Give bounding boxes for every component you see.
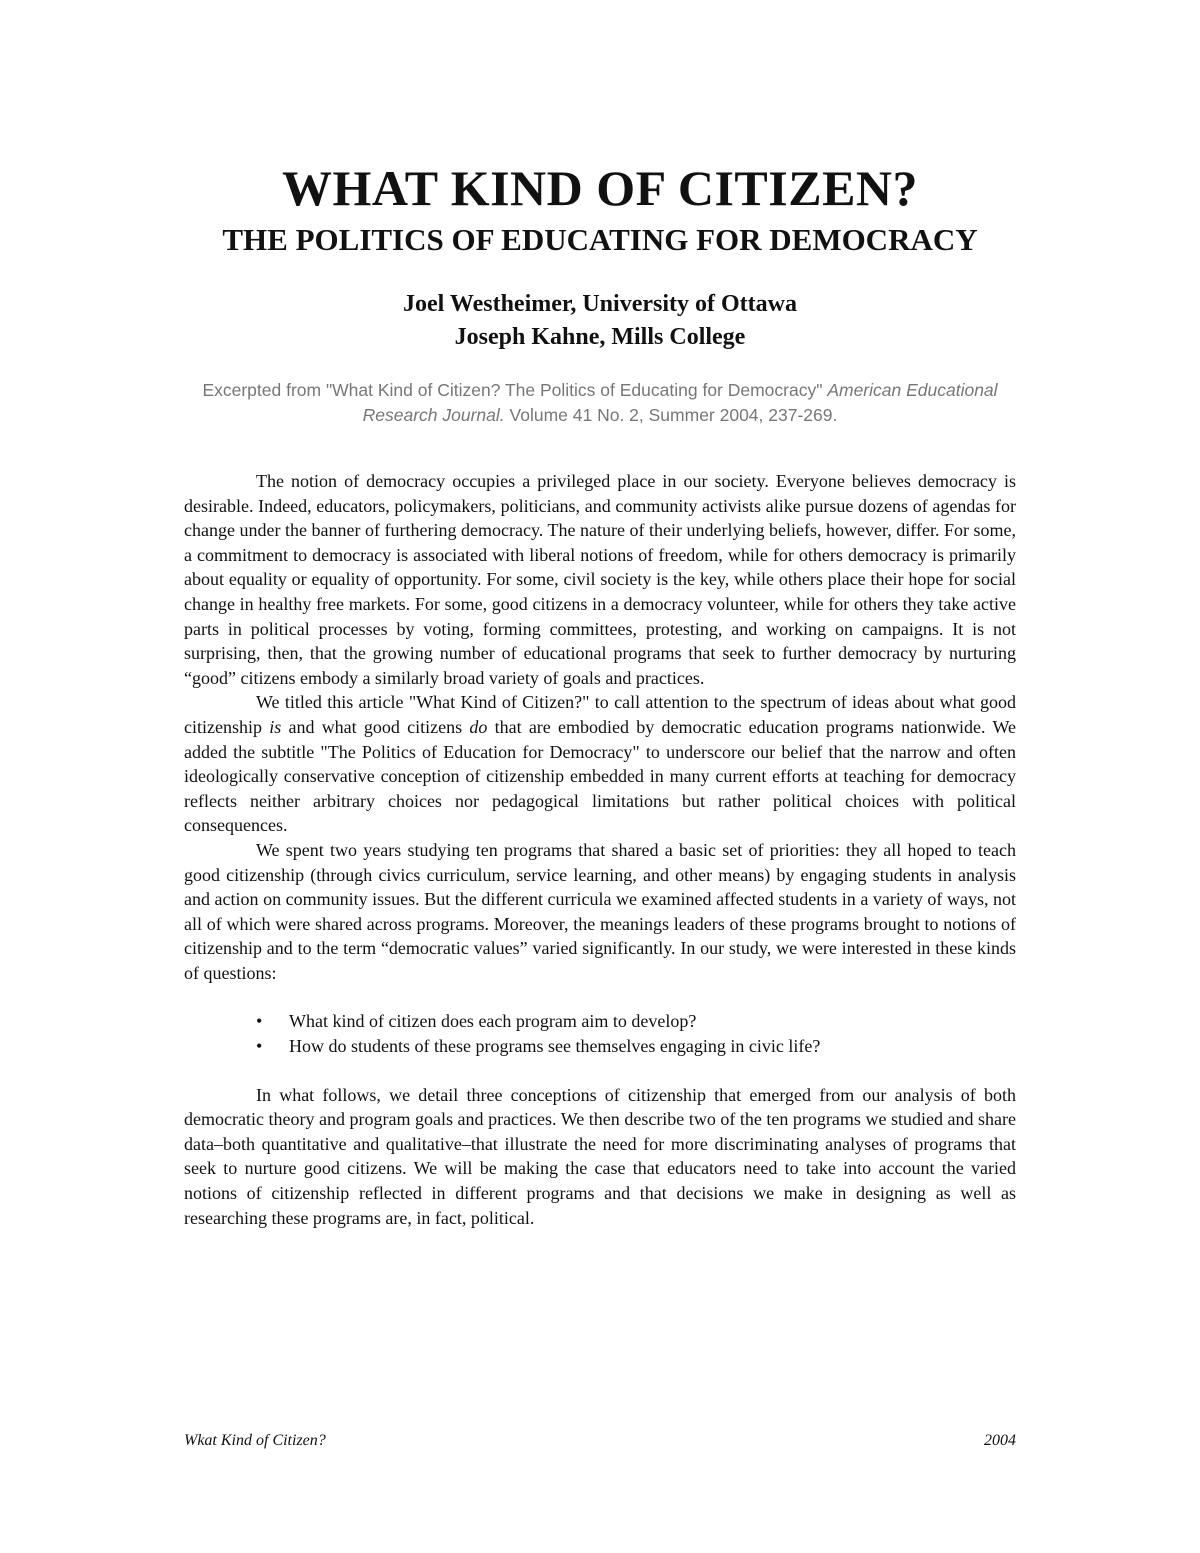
article-body [184,469,1016,1230]
footer-title: Wkat Kind of Citizen? [184,1432,326,1449]
bullet-icon: • [256,1011,263,1032]
author-1: Joel Westheimer, University of Ottawa [403,291,797,317]
paragraph-4: In what follows, we detail three conceptions of citizenship that emerged from our analysis of both democratic theory and program goals and practices. We then describe two of the ten programs we studied and share data–both quantitative and qualitative–that illustrate the need for more discriminating analyses of programs that seek to nurture good citizens. We will be making the case that educators need to take into account the varied notions of citizenship reflected in different programs and that decisions we make in designing as well as researching these programs are, in fact, political. [184,1084,1016,1228]
excerpt-journal: American Educational Research Journal. [362,380,998,425]
paragraph-2-emphasis-is: is [269,716,282,737]
paragraph-2-text-b: and what good citizens [281,716,470,737]
paragraph-2 [184,690,1016,838]
paragraph-3: We spent two years studying ten programs that shared a basic set of priorities: they all hoped to teach good citizenship (through civics curriculum, service learning, and other means) by engaging students in analysis and action on community issues. But the different curricula we examined affected students in a variety of ways, not all of which were shared across programs. Moreover, the meanings leaders of these programs brought to notions of citizenship and to the term “democratic values” varied significantly. In our study, we were interested in these kinds of questions: [184,839,1016,983]
list-item-text: How do students of these programs see themselves engaging in civic life? [289,1036,821,1057]
paragraph-2-text-a: We titled this article "What Kind of Citizen?" to call attention to the spectrum of ideas about what good citizenship [184,692,1016,737]
list-item [256,1034,1016,1059]
excerpt-citation [190,378,1010,428]
paragraph-1: The notion of democracy occupies a privileged place in our society. Everyone believes democracy is desirable. Indeed, educators, policymakers, politicians, and community activists alike pursue dozens of agendas for change under the banner of furthering democracy. The nature of their underlying beliefs, however, differ. For some, a commitment to democracy is associated with liberal notions of freedom, while for others democracy is primarily about equality or equality of opportunity. For some, civil society is the key, while others place their hope for social change in healthy free markets. For some, good citizens in a democracy volunteer, while for others they take active parts in political processes by voting, forming committees, protesting, and working on campaigns. It is not surprising, then, that the growing number of educational programs that seek to further democracy by nurturing “good” citizens embody a similarly broad variety of goals and practices. [184,471,1016,688]
list-item-text: What kind of citizen does each program aim to develop? [289,1011,697,1032]
excerpt-prefix: Excerpted from "What Kind of Citizen? The Politics of Educating for Democracy" [202,380,828,400]
question-list [184,1009,1016,1058]
excerpt-suffix: Volume 41 No. 2, Summer 2004, 237-269. [504,405,838,425]
list-item [256,1009,1016,1034]
bullet-icon: • [256,1036,263,1057]
page-title: WHAT KIND OF CITIZEN? [281,160,919,216]
paragraph-2-text-c: that are embodied by democratic education programs nationwide. We added the subtitle "The Politics of Education for Democracy" to underscore our belief that the narrow and often ideologically conservative conception of citizenship embedded in many current efforts at teaching for democracy reflects neither arbitrary choices nor pedagogical limitations but rather political choices with political consequences. [184,716,1016,836]
page-subtitle: THE POLITICS OF EDUCATING FOR DEMOCRACY [222,222,978,257]
author-list [0,288,1200,354]
paragraph-2-emphasis-do: do [469,716,488,737]
footer-year: 2004 [984,1432,1016,1449]
author-2: Joseph Kahne, Mills College [454,324,746,350]
